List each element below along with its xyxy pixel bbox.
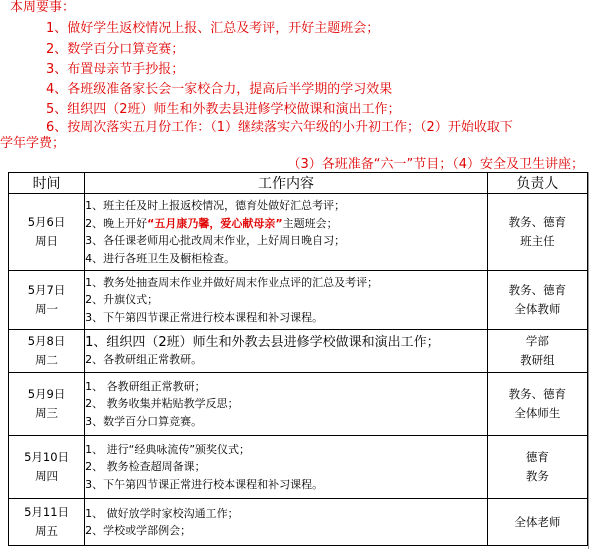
date-text: 5月6日 — [27, 215, 66, 229]
content-cell — [85, 436, 488, 499]
content-line: 1、 做好放学时家校沟通工作； — [85, 506, 239, 520]
time-cell — [9, 373, 85, 436]
content-line: 3、数学百分口算竞赛。 — [85, 414, 203, 428]
content-text: 2、晚上开好 — [85, 216, 148, 230]
owner-text: 学部 — [525, 334, 549, 348]
owner-text: 全体老师 — [514, 514, 561, 529]
content-line: 3、下午第四节课正常进行校本课程和补习课程。 — [85, 310, 324, 324]
content-line: 2、学校或学部例会； — [85, 524, 192, 537]
table-row — [9, 271, 588, 330]
notice-item-2: 2、数学百分口算竞赛； — [46, 42, 185, 57]
owner-text: 全体教师 — [514, 302, 561, 316]
owner-text: 教研组 — [520, 353, 555, 367]
content-line: 1、 各教研组正常教研； — [85, 379, 206, 393]
content-line: 2、 教务检查超周备课； — [85, 460, 206, 474]
time-cell — [9, 436, 85, 499]
content-cell — [85, 194, 488, 271]
owner-text: 班主任 — [520, 234, 555, 248]
table-row — [9, 194, 588, 271]
owner-cell — [487, 499, 587, 546]
date-text: 5月11日 — [24, 505, 70, 519]
content-line: 1、教务处抽查周末作业并做好周末作业点评的汇总及考评； — [85, 275, 379, 289]
content-cell — [85, 499, 488, 546]
content-line: 1、组织四（2班）师生和外教去县进修学校做课和演出工作； — [85, 334, 440, 350]
weekday-text: 周四 — [35, 469, 59, 483]
notice-item-4: 4、各班级准备家长会一家校合力，提高后半学期的学习效果 — [46, 82, 393, 97]
time-cell — [9, 499, 85, 546]
owner-cell — [487, 436, 587, 499]
weekday-text: 周日 — [35, 234, 59, 248]
content-cell — [85, 373, 488, 436]
table-row — [9, 499, 588, 546]
time-cell — [9, 194, 85, 271]
date-text: 5月7日 — [27, 283, 66, 297]
page-edge-divider — [588, 172, 589, 549]
header-content: 工作内容 — [85, 173, 488, 194]
weekly-notice — [0, 0, 594, 172]
notice-item-1: 1、做好学生返校情况上报、汇总及考评，开好主题班会； — [46, 21, 380, 36]
table-row — [9, 330, 588, 373]
content-line: 1、 进行“经典咏流传”颁奖仪式； — [85, 442, 251, 456]
owner-cell — [487, 373, 587, 436]
notice-item-3: 3、布置母亲节手抄报； — [46, 62, 185, 77]
date-text: 5月8日 — [27, 334, 66, 348]
owner-text: 教务、德育 — [508, 387, 567, 401]
owner-text: 德育 — [525, 450, 549, 464]
owner-text: 教务、德育 — [508, 215, 567, 229]
table-row — [9, 373, 588, 436]
content-cell — [85, 271, 488, 330]
content-line: 3、下午第四节课正常进行校本课程和补习课程。 — [85, 477, 324, 491]
header-time: 时间 — [9, 173, 85, 194]
highlight-theme-text: “五月康乃馨，爱心献母亲” — [147, 216, 283, 230]
notice-item-6: 6、按周次落实五月份工作：（1）继续落实六年级的小升初工作；（2）开始收取下 — [46, 120, 513, 135]
table-row — [9, 436, 588, 499]
content-line: 1、班主任及时上报返校情况，德育处做好汇总考评； — [85, 199, 346, 212]
header-owner: 负责人 — [487, 173, 587, 194]
time-cell — [9, 330, 85, 373]
content-text: 主题班会； — [282, 216, 338, 230]
weekday-text: 周三 — [35, 406, 59, 420]
time-cell — [9, 271, 85, 330]
content-cell — [85, 330, 488, 373]
owner-text: 教务 — [525, 469, 549, 483]
notice-heading: 本周要事： — [10, 0, 76, 15]
notice-item-6-continued: 学年学费； — [0, 136, 66, 151]
content-line: 4、进行各班卫生及橱柜检查。 — [85, 251, 236, 265]
content-line: 2、升旗仪式； — [85, 293, 159, 307]
weekday-text: 周二 — [35, 353, 59, 367]
notice-item-6-tail: （3）各班准备“六一”节目；（4）安全及卫生讲座； — [287, 157, 584, 172]
content-line — [85, 215, 487, 233]
owner-text: 教务、德育 — [508, 283, 567, 297]
owner-text: 全体师生 — [514, 406, 561, 420]
date-text: 5月9日 — [27, 387, 66, 401]
date-text: 5月10日 — [24, 450, 70, 464]
weekday-text: 周一 — [35, 302, 59, 316]
owner-cell — [487, 271, 587, 330]
weekday-text: 周五 — [35, 524, 59, 538]
notice-item-5: 5、组织四（2班）师生和外教去县进修学校做课和演出工作； — [46, 102, 401, 117]
table-header-row — [9, 173, 588, 194]
owner-cell — [487, 330, 587, 373]
content-line: 2、各教研组正常教研。 — [85, 353, 203, 366]
owner-cell — [487, 194, 587, 271]
schedule-table — [8, 172, 588, 546]
content-line: 3、各任课老师用心批改周末作业，上好周日晚自习； — [85, 234, 346, 247]
content-line: 2、 教务收集并粘贴教学反思； — [85, 397, 239, 411]
